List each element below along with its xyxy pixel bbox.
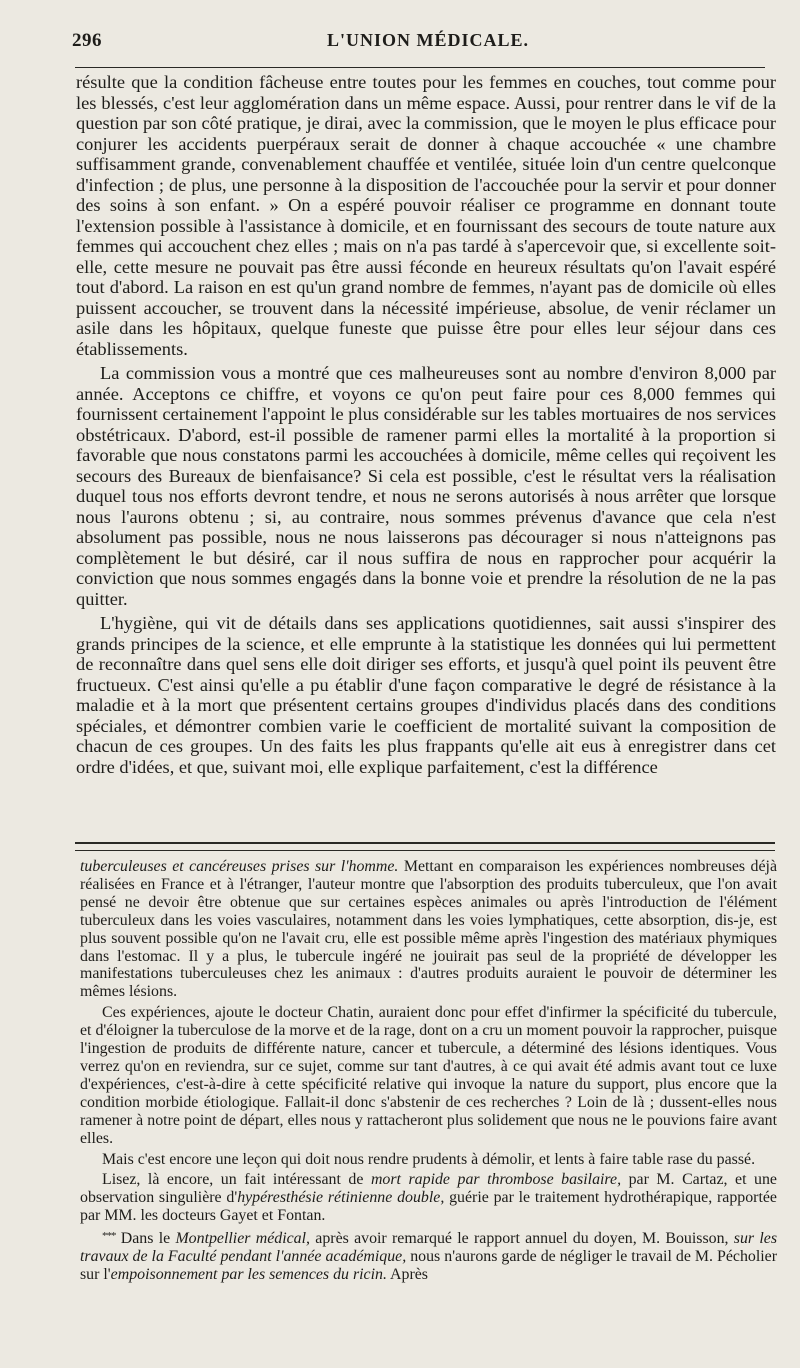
notes-text: par M. Cartaz, et une observation singulière d': [80, 1171, 777, 1207]
notes-paragraph-1: [80, 858, 777, 1001]
running-head: [72, 30, 772, 56]
main-paragraph-1: résulte que la condition fâcheuse entre toutes pour les femmes en couches, tout comme pour les blessés, c'est leur agglomération dans un même espace. Aussi, pour rentrer dans le vif de la question par son côté pratique, je dirai, avec la commission, que le moyen le plus efficace pour conjurer les accidents puerpéraux serait de donner à chaque accouchée « une chambre suffisamment grande, convenablement chauffée et ventilée, située loin d'un centre quelconque d'infection ; de plus, une personne à la disposition de l'accouchée pour la servir et pour donner des soins à son enfant. » On a espéré pouvoir réaliser ce programme en donnant toute l'extension possible à l'assistance à domicile, et en fournissant des secours de toute nature aux femmes qui accouchent chez elles ; mais on n'a pas tardé à s'apercevoir que, si excellente soit-elle, cette mesure ne pouvait pas être aussi féconde en heureux résultats qu'on l'avait espéré tout d'abord. La raison en est qu'un grand nombre de femmes, n'ayant pas de domicile où elles puissent accoucher, se trouvent dans la nécessité impérieuse, absolue, de venir réclamer un asile dans les hôpitaux, quelque funeste que puisse être pour elles leur séjour dans ces établissements.: [76, 72, 776, 359]
notes-italic-phrase: sur les travaux de la Faculté pendant l'année académique,: [80, 1230, 777, 1266]
journal-title: L'UNION MÉDICALE.: [327, 30, 530, 50]
notes-italic-phrase: mort rapide par thrombose basilaire,: [370, 1171, 622, 1189]
header-rule: [75, 67, 765, 68]
asterism-mark: ***: [102, 1230, 116, 1243]
notes-text: guérie par le traitement hydrothérapique, rapportée par MM. les docteurs Gayet et Fontan.: [80, 1189, 777, 1225]
notes-text: Mettant en comparaison les expériences nombreuses déjà réalisées en France et à l'étranger, l'auteur montre que l'absorption des produits tuberculeux, que l'on avait pensé ne devoir être obtenue que sur certaines espèces animales ou après l'introduction de l'élément tuberculeux dans les voies vasculaires, notamment dans les voies lymphatiques, cette absorption, dis-je, est plus souvent possible qu'on ne l'avait cru, elle est possible même après l'ingestion des matériaux phymiques dans l'estomac. Il y a plus, le tubercule ingéré ne jouirait pas seul de la propriété de développer les manifestations tuberculeuses chez les animaux : d'autres produits auraient le pouvoir de déterminer les mêmes lésions.: [80, 858, 778, 1001]
notes-paragraph-4: [80, 1171, 777, 1225]
main-text: [76, 72, 776, 781]
main-paragraph-3: L'hygiène, qui vit de détails dans ses applications quotidiennes, sait aussi s'inspirer des grands principes de la science, et elle emprunte à la statistique les données qui lui permettent de reconnaître dans quel sens elle doit diriger ses efforts, et jusqu'à quel point ils peuvent être fructueux. C'est ainsi qu'elle a pu établir d'une façon comparative le degré de résistance à la maladie et à la mort que présentent certains groupes d'individus placés dans des conditions spéciales, et démontrer combien varie le coefficient de mortalité suivant la composition de chacun de ces groupes. Un des faits les plus frappants qu'elle ait eus à enregistrer dans cet ordre d'idées, et que, suivant moi, elle explique parfaitement, c'est la différence: [76, 613, 776, 777]
notes-italic-phrase: Montpellier médical,: [175, 1230, 311, 1248]
notes-text: nous n'aurons garde de négliger le travail de M. Pécholier sur l': [80, 1248, 778, 1283]
notes-paragraph-5: [80, 1228, 777, 1284]
notes-text: Après: [386, 1265, 428, 1283]
notes-italic-title: tuberculeuses et cancéreuses prises sur l'homme.: [80, 858, 399, 875]
main-paragraph-2: La commission vous a montré que ces malheureuses sont au nombre d'environ 8,000 par année. Acceptons ce chiffre, et voyons ce qu'on peut faire pour ces 8,000 femmes qui fournissent certainement l'appoint le plus considérable sur les tables mortuaires de nos services obstétricaux. D'abord, est-il possible de ramener parmi elles la mortalité à la proportion si favorable que nous constatons parmi les accouchées à domicile, même celles qui reçoivent les secours des Bureaux de bienfaisance? Si cela est possible, c'est le résultat vers la réalisation duquel tous nos efforts devront tendre, et nous ne serons autorisés à nous arrêter que lorsque nous l'aurons obtenu ; si, au contraire, nous sommes prévenus d'avance que cela n'est absolument pas possible, nous ne nous laisserons pas décourager si nous n'atteignons pas complètement le but désiré, car il nous suffira de nous en rapprocher pour acquérir la conviction que nous sommes engagés dans la bonne voie et prendre la résolution de ne la pas quitter.: [76, 363, 776, 609]
notes-italic-phrase: hypéresthésie rétinienne double,: [237, 1189, 445, 1207]
notes-paragraph-2: Ces expériences, ajoute le docteur Chatin, auraient donc pour effet d'infirmer la spécificité du tubercule, et d'éloigner la tuberculose de la morve et de la rage, dont on a cru un moment pouvoir la rapprocher, puisque l'ingestion de produits de différente nature, cancer et tubercule, a déterminé des lésions identiques. Vous verrez qu'on en reviendra, sur ce sujet, comme sur tant d'autres, à ce qui avait été admis avant tout ce luxe d'expériences, c'est-à-dire à cette spécificité relative qui invoque la nature du support, plus encore que la condition morbide étiologique. Fallait-il donc s'abstenir de ces recherches ? Loin de là ; dussent-elles nous ramener à notre point de départ, elles nous y rattacheront plus solidement que nous ne le pouvions faire avant elles.: [80, 1004, 777, 1147]
notes-paragraph-3: Mais c'est encore une leçon qui doit nous rendre prudents à démolir, et lents à faire table rase du passé.: [102, 1150, 756, 1168]
page-number: 296: [72, 30, 102, 51]
section-separator-rule: [75, 842, 775, 851]
notes-text: Dans le: [115, 1230, 176, 1248]
feuilleton-text: [80, 858, 777, 1287]
notes-text: Lisez, là encore, un fait intéressant de: [102, 1171, 371, 1189]
notes-text: après avoir remarqué le rapport annuel du doyen, M. Bouisson,: [310, 1230, 734, 1248]
notes-italic-phrase: empoisonnement par les semences du ricin.: [110, 1265, 387, 1283]
